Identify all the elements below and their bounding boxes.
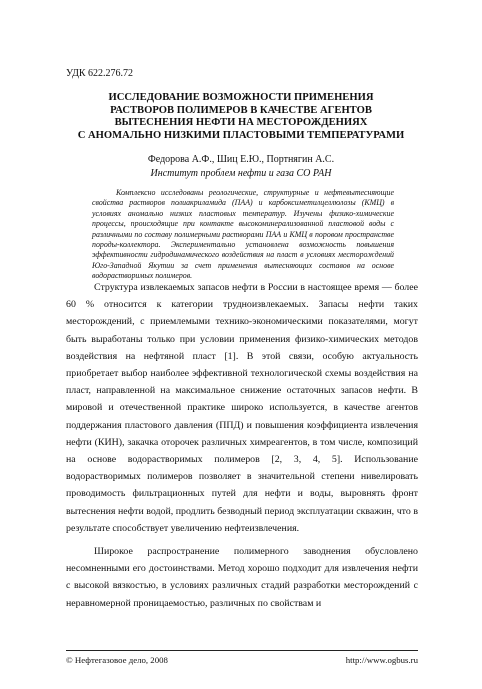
title-line: ИССЛЕДОВАНИЕ ВОЗМОЖНОСТИ ПРИМЕНЕНИЯ <box>108 92 374 103</box>
footer-divider <box>66 650 418 651</box>
title-line: РАСТВОРОВ ПОЛИМЕРОВ В КАЧЕСТВЕ АГЕНТОВ <box>110 104 372 116</box>
affiliation: Институт проблем нефти и газа СО РАН <box>150 168 332 179</box>
body-paragraph: Широкое распространение полимерного заводнения обусловлено несомненными его достоинствами. Метод хорошо подходит для извлечения нефти с высокой вязкостью, в условиях различных стадий разработки месторождений с неравномерной проницаемостью, различных по свойствам и <box>66 546 418 609</box>
footer-copyright: © Нефтегазовое дело, 2008 <box>66 655 168 665</box>
title-line: С АНОМАЛЬНО НИЗКИМИ ПЛАСТОВЫМИ ТЕМПЕРАТУРАМИ <box>77 129 405 141</box>
body-paragraph: Структура извлекаемых запасов нефти в России в настоящее время — более 60 % относится к категории трудноизвлекаемых. Запасы нефти таких месторождений, с приемлемыми технико-экономическими показателями, могут быть выработаны только при условии применения физико-химических методов воздействия на нефтяной пласт [1]. В этой связи, особую актуальность приобретает выбор наиболее эффективной технологической схемы воздействия на пласт, направленной на максимальное снижение остаточных запасов нефти. В мировой и отечественной практике широко используется, в качестве агентов поддержания пластового давления (ППД) и повышения коэффициента извлечения нефти (КИН), закачка оторочек различных химреагентов, в том числе, композиций на основе водорастворимых полимеров [2, 3, 4, 5]. Использование водорастворимых полимеров позволяет в значительной степени нивелировать проводимость фильтрационных путей для нефти и воды, выровнять фронт вытеснения нефти водой, продлить безводный период эксплуатации скважин, что в результате способствует увеличению нефтеизвлечения. <box>66 282 418 534</box>
body-text <box>66 279 418 612</box>
udc-code: УДК 622.276.72 <box>66 68 134 79</box>
title-line: ВЫТЕСНЕНИЯ НЕФТИ НА МЕСТОРОЖДЕНИЯХ <box>114 117 368 128</box>
abstract: Комплексно исследованы реологические, структурные и нефтевытесняющие свойства растворов полиакриламида (ПАА) и карбоксиметилцеллюлозы (КМЦ) в условиях аномально низких пластовых температур. Изучены физико-химические процессы, происходящие при контакте высокоминерализованной пластовой воды с различными по составу полимерными растворами ПАА и КМЦ в поровом пространстве породы-коллектора. Экспериментально установлена возможность повышения эффективности гидродинамического воздействия на пласт в условиях месторождений Юго-Западной Якутии за счет применения вытесняющих составов на основе водорастворимых полимеров. <box>92 188 394 281</box>
footer-url[interactable]: http://www.ogbus.ru <box>345 655 418 665</box>
authors: Федорова А.Ф., Шиц Е.Ю., Портнягин А.С. <box>147 154 335 165</box>
paper-title <box>60 92 422 142</box>
